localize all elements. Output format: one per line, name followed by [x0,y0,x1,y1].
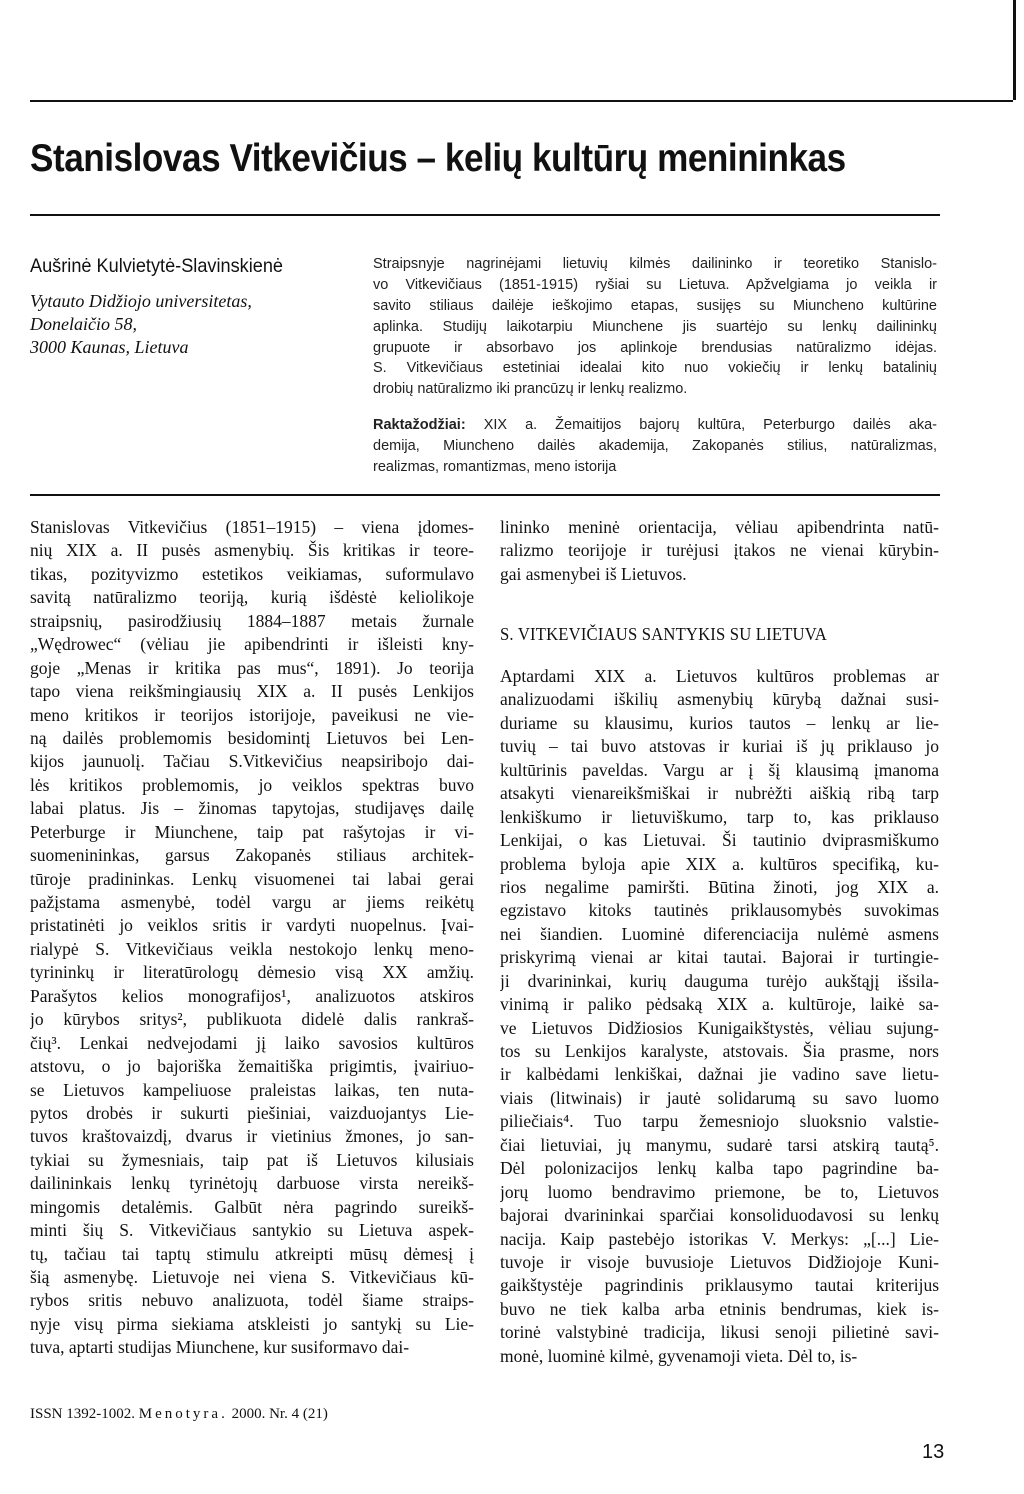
keywords [373,415,937,478]
body-text-line: gai asmenybei iš Lietuvos. [500,563,687,584]
body-text-line: ną dailės problemomis besidomintį Lietuvos bei Len- [30,727,474,748]
abstract-line: savito stiliaus dailėje ieškojimo etapas, susijęs su Miuncheno kultūrine [373,297,937,314]
top-rule [30,100,1013,102]
body-column-right-top [500,516,939,586]
body-text-line: duriame su klausimu, kurios tautos – lenkų ar lie- [500,712,939,733]
abstract-line: S. Vitkevičiaus estetiniai idealai kito nuo vokiečių ir lenkų batalinių [373,360,937,377]
body-text-line: nyje visų pirma siekiama atskleisti jo santykį su Lie- [30,1313,474,1334]
body-text-line: straipsnių, pasirodžiusių 1884–1887 metais žurnale [30,610,474,631]
body-text-line: ir kalbėdami lenkiškai, dažnai jie vadino save lietu- [500,1064,939,1085]
body-text-line: torinė valstybinė tradicija, likusi senoji pilietinė savi- [500,1322,939,1343]
body-text-line: viais (litwinais) ir jautė solidarumą su savo luomo [500,1087,939,1108]
body-text-line: tų, tačiau tai taptų stimulu atkreipti mūsų dėmesį į [30,1243,474,1264]
body-text-line: lės kritikos problemomis, jo veiklos spektras buvo [30,774,474,795]
body-text-line: atsakyti vienareikšmiškai ir nubrėžti aiškią ribą tarp [500,783,939,804]
body-text-line: priskyrimą vienai ar kitai tautai. Bajorai ir turtingie- [500,947,939,968]
body-text-line: Parašytos kelios monografijos¹, analizuotos atskiros [30,985,474,1006]
body-text-line: „Wędrowec“ (vėliau jie apibendrinti ir išleisti kny- [30,634,474,655]
body-text-line: pristatinėti jo veiklos sritis ir vardyti nuopelnus. Įvai- [30,915,474,936]
author-affiliation [30,290,350,359]
body-text-line: Stanislovas Vitkevičius (1851–1915) – viena įdomes- [30,517,474,537]
abstract-line: grupuote ir absorbavo jos aplinkoje brendusias natūralizmo idėjas. [373,339,937,356]
body-text-line: analizuodami iškilių asmenybių kūrybą dažnai susi- [500,689,939,710]
body-text-line: kijos jaunuolį. Tačiau S.Vitkevičius neapsiribojo dai- [30,751,474,772]
body-text-line: tuvių – tai buvo atstovas ir kuriai iš jų priklauso jo [500,736,939,757]
body-text-line: pytos drobės ir sukurti piešiniai, vaizduojantys Lie- [30,1102,474,1123]
abstract-line: Straipsnyje nagrinėjami lietuvių kilmės dailininko ir teoretiko Stanislo- [373,256,937,272]
body-text-line: meno kritikos ir teorijos istorijoje, paveikusi ne vie- [30,704,474,725]
affiliation-line: Vytauto Didžiojo universitetas, [30,291,252,311]
abstract-line: drobių natūralizmo iki prancūzų ir lenkų realizmo. [373,381,688,398]
body-text-line: ralizmo teorijoje ir turėjusi įtakos ne vienai kūrybin- [500,540,939,561]
body-text-line: minti šių S. Vitkevičiaus santykio su Lietuva aspek- [30,1220,474,1241]
body-text-line: rybos sritis nebuvo analizuota, todėl šiame straips- [30,1290,474,1311]
footer-citation [30,1406,328,1423]
author-name: Aušrinė Kulvietytė-Slavinskienė [30,255,284,277]
body-text-line: nei šiandien. Luominė diferenciacija nulėmė asmens [500,923,939,944]
keywords-line: realizmas, romantizmas, meno istorija [373,458,617,475]
body-text-line: tikas, pozityvizmo estetikos veikiamas, suformulavo [30,563,474,584]
body-text-line: tos su Lenkijos karalyste, atstovais. Šia prasme, nors [500,1041,939,1061]
body-text-line: kultūrinis paveldas. Vargu ar į šį klausimą įmanoma [500,759,939,780]
body-text-line: egzistavo kitoks tautinės priklausomybės suvokimas [500,900,939,921]
body-text-line: jorų luomo bendravimo priemone, be to, Lietuvos [500,1181,939,1202]
page-number: 13 [922,1441,945,1463]
body-text-line: gaikštystėje pagrindinis priklausymo tautai kriterijus [500,1275,939,1296]
body-text-line: se Lietuvos kampeliuose praleistas laikas, ten nuta- [30,1079,474,1100]
body-text-line: šią asmenybę. Lietuvoje nei viena S. Vitkevičiaus kū- [30,1267,474,1287]
body-text-line: labai platus. Jis – žinomas tapytojas, studijavęs dailę [30,798,474,819]
footer-journal: Menotyra. [138,1406,228,1422]
section-heading: S. VITKEVIČIAUS SANTYKIS SU LIETUVA [500,624,828,644]
body-text-line: nių XIX a. II pusės asmenybių. Šis kritikas ir teore- [30,540,474,561]
body-text-line: jo kūrybos sritys², publikuota didelė dalis rankraš- [30,1009,474,1030]
body-text-line: dailininkais lenkų tyrinėtojų darbuose virsta nereikš- [30,1173,474,1194]
body-text-line: goje „Menas ir kritika pas mus“, 1891). Jo teorija [30,657,474,678]
body-text-line: Dėl polonizacijos lenkų kalba tapo pagrindine ba- [500,1158,939,1179]
body-text-line: ve Lietuvos Didžiosios Kunigaikštystės, vėliau sujung- [500,1017,939,1038]
body-text-line: mingomis detalėmis. Galbūt nėra pagrindo sureikš- [30,1196,474,1217]
affiliation-line: 3000 Kaunas, Lietuva [30,337,189,357]
body-text-line: bajorai dvarininkai sparčiai konsoliduodavosi su lenkų [500,1205,939,1226]
body-text-line: problema byloja apie XIX a. kultūros specifiką, ku- [500,853,939,874]
body-text-line: monė, luominė kilmė, gyvenamoji vieta. Dėl to, is- [500,1345,858,1366]
body-text-line: tuvos kraštovaizdį, dvarus ir vietinius žmones, jo san- [30,1126,474,1147]
body-text-line: ji dvarininkai, kurių dauguma turėjo aukštąjį išsila- [500,970,939,991]
abstract-line: aplinka. Studijų laikotarpiu Miunchene jis suartėjo su lenkų dailininkų [373,318,937,335]
body-text-line: pažįstama asmenybė, todėl vargu ar jiems reikėtų [30,892,474,912]
body-text-line: savitą natūralizmo teoriją, kurią išdėstė keliolikoje [30,587,474,608]
body-text-line: Peterburge ir Miunchene, taip pat rašytojas ir vi- [30,821,474,842]
article-title: Stanislovas Vitkevičius – kelių kultūrų menininkas [30,137,846,180]
keywords-line: XIX a. Žemaitijos bajorų kultūra, Peterburgo dailės aka- [483,417,937,433]
body-text-line: nacija. Kaip pastebėjo istorikas V. Merkys: „[...] Lie- [500,1228,939,1249]
footer-issue: 2000. Nr. 4 (21) [231,1406,328,1422]
body-text-line: Aptardami XIX a. Lietuvos kultūros problemas ar [500,666,939,686]
keywords-label: Raktažodžiai: [373,417,466,433]
body-text-line: atstovu, o jo bajoriška žemaitiška prigimtis, įvairiuo- [30,1056,474,1077]
body-text-line: buvo ne tiek kalba arba etninis bendrumas, kiek is- [500,1298,939,1319]
body-text-line: rios negalime pamiršti. Būtina žinoti, jog XIX a. [500,876,939,897]
body-text-line: Lenkijai, o kas Lietuvai. Ši tautinio dviprasmiškumo [500,830,939,851]
keywords-line: demija, Miuncheno dailės akademija, Zakopanės stilius, natūralizmas, [373,437,937,454]
body-text-line: lenkiškumo ir lietuviškumo, tarp to, kas priklauso [500,806,939,827]
body-text-line: piliečiais⁴. Tuo tarpu žemesniojo sluoksnio valstie- [500,1111,939,1132]
affiliation-line: Donelaičio 58, [30,314,137,334]
abstract-line: vo Vitkevičiaus (1851-1915) ryšiai su Lietuva. Apžvelgiama jo veikla ir [373,276,937,293]
body-text-line: tuva, aptarti studijas Miunchene, kur susiformavo dai- [30,1337,410,1358]
body-text-line: čių³. Lenkai nedvejodami jį laiko savosios kultūros [30,1032,474,1053]
margin-vertical-rule [1013,0,1016,100]
body-text-line: čiai lietuviai, jų manymu, sudarė tarsi atskirą tautą⁵. [500,1134,939,1155]
body-text-line: tuvoje ir visoje buvusioje Lietuvos Didžiojoje Kuni- [500,1251,939,1272]
abstract [373,254,937,400]
title-rule [30,214,940,216]
body-column-right [500,665,939,1368]
body-text-line: tūroje pradininkas. Lenkų visuomenei tai labai gerai [30,868,474,889]
abstract-rule [30,494,940,496]
body-column-left [30,516,474,1360]
footer-issn: ISSN 1392-1002. [30,1406,136,1422]
body-text-line: vinimą ir paliko pėdsaką XIX a. kultūroje, laikė sa- [500,994,939,1015]
body-text-line: rialypė S. Vitkevičiaus veikla nestokojo lenkų meno- [30,938,474,959]
body-text-line: tykiai su žymesniais, taip pat iš Lietuvos kilusiais [30,1149,474,1170]
body-text-line: tyrininkų ir literatūrologų dėmesio visą XX amžių. [30,962,474,983]
body-text-line: lininko meninė orientacija, vėliau apibendrinta natū- [500,517,939,537]
body-text-line: tapo viena reikšmingiausių XIX a. II pusės Lenkijos [30,681,474,702]
body-text-line: suomenininkas, garsus Zakopanės stiliaus architek- [30,845,474,866]
